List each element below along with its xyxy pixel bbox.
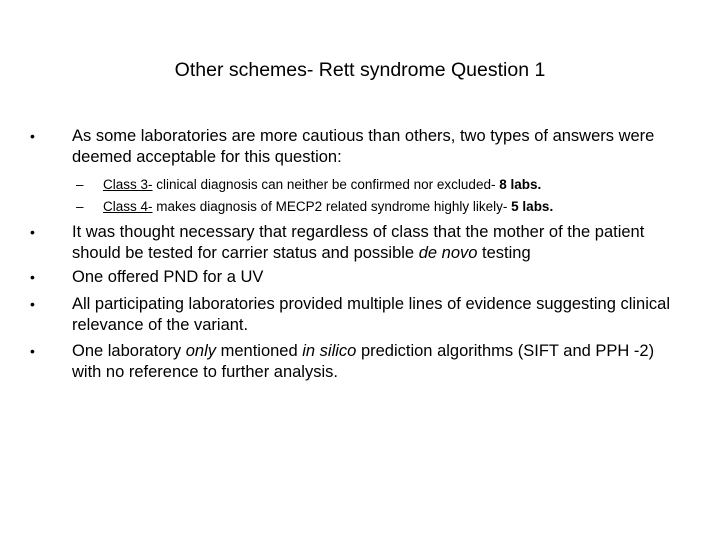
class-label: Class 4- (103, 199, 153, 214)
sub-bullet-class-4 (76, 198, 693, 216)
slide-title: Other schemes- Rett syndrome Question 1 (174, 59, 546, 81)
bullet-dot: • (30, 128, 35, 144)
bullet-dot: • (30, 343, 35, 359)
bullet-text-a: It was thought necessary that regardless of class that the mother of the patient should be tested for carrier status and possible (72, 223, 645, 262)
bullet-item-3 (30, 267, 672, 288)
bullet-text-b: testing (477, 243, 531, 262)
bullet-dot: • (30, 269, 35, 285)
class-label: Class 3- (103, 177, 153, 192)
bullet-item-5 (30, 341, 672, 382)
lab-count: 8 labs. (499, 177, 542, 192)
bullet-item-1 (30, 126, 672, 167)
sub-bullet-text: clinical diagnosis can neither be confirmed nor excluded- (152, 177, 500, 192)
lab-count: 5 labs. (511, 199, 554, 214)
bullet-text-italic: de novo (418, 243, 478, 262)
bullet-text-italic-1: only (185, 342, 217, 360)
bullet-text: As some laboratories are more cautious than others, two types of answers were deemed acceptable for this question: (72, 127, 655, 166)
bullet-text-c: prediction algorithms (SIFT and PPH -2) with no reference to further analysis. (72, 342, 655, 381)
bullet-dot: • (30, 296, 35, 312)
bullet-item-2 (30, 222, 672, 263)
bullet-text-a: One laboratory (72, 342, 186, 360)
bullet-text-b: mentioned (216, 342, 303, 360)
bullet-text: All participating laboratories provided multiple lines of evidence suggesting clinical relevance of the variant. (72, 295, 670, 334)
sub-bullet-text: makes diagnosis of MECP2 related syndrome highly likely- (152, 199, 512, 214)
sub-bullet-dash: – (76, 177, 84, 192)
sub-bullet-class-3 (76, 176, 693, 194)
sub-bullet-dash: – (76, 199, 84, 214)
bullet-text-italic-2: in silico (302, 342, 357, 360)
bullet-item-4 (30, 294, 672, 335)
bullet-dot: • (30, 224, 35, 240)
bullet-text: One offered PND for a UV (72, 268, 264, 286)
